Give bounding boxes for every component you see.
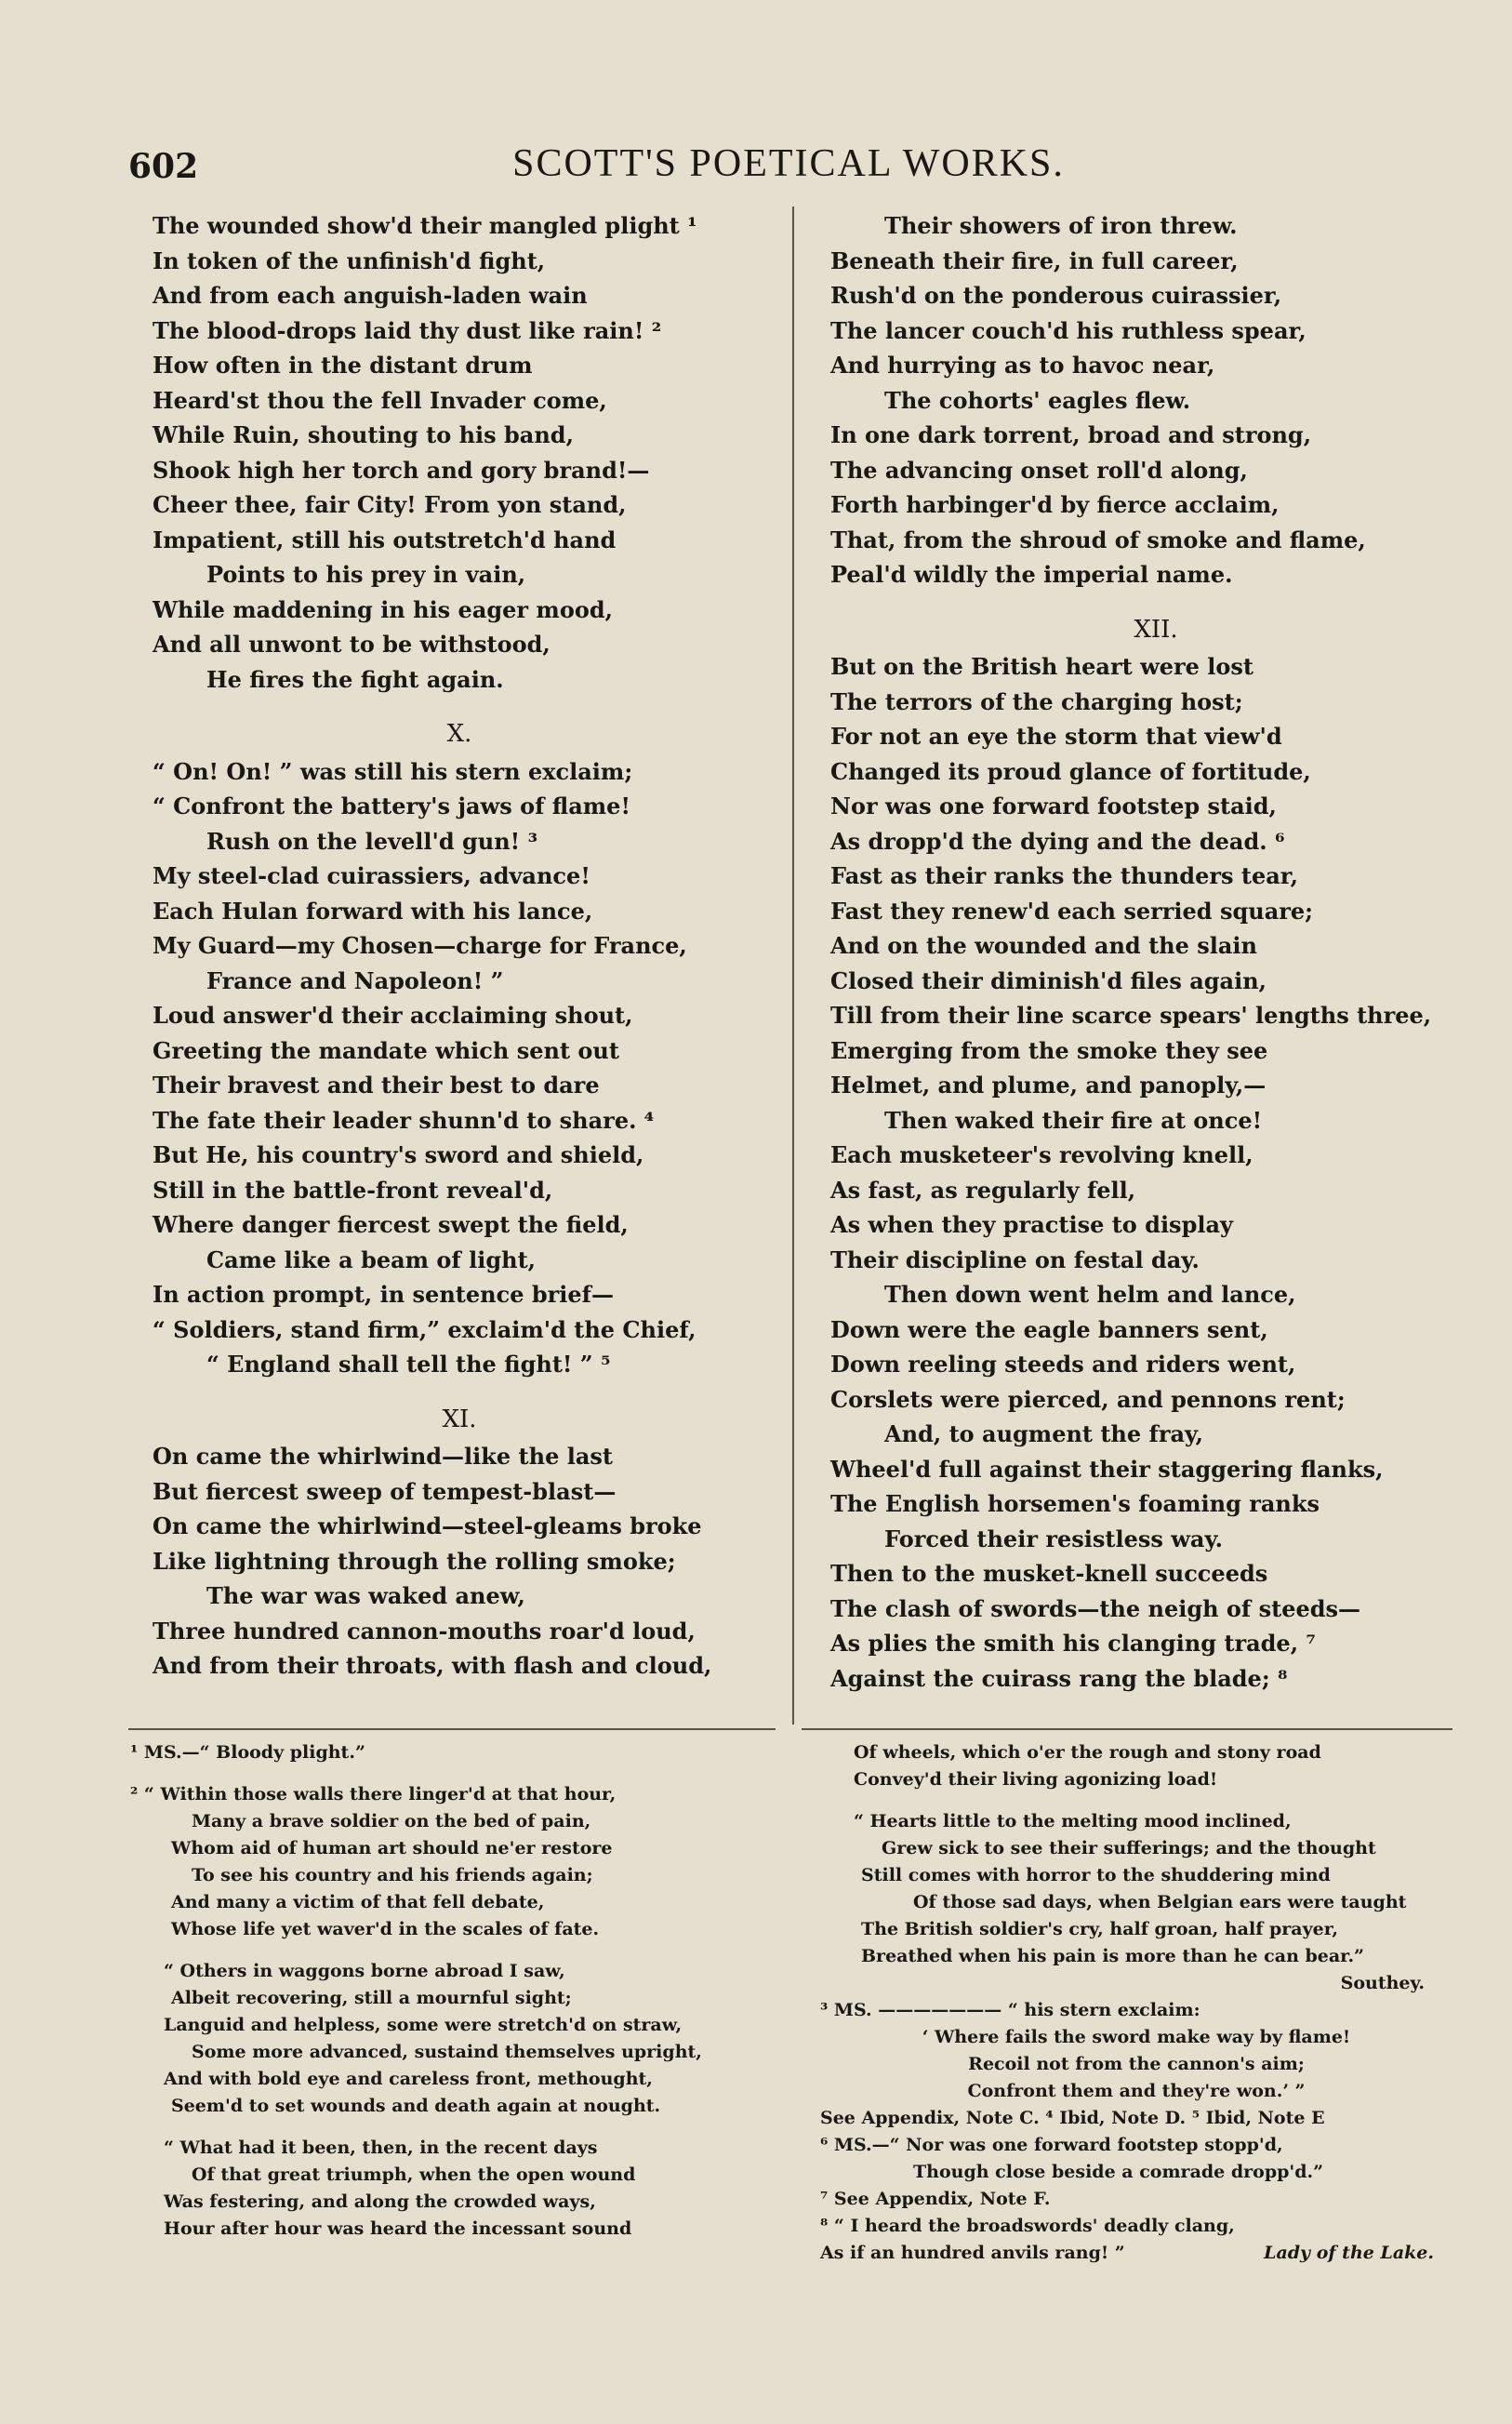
footnote-8: ⁸ “ I heard the broadswords' deadly clang, bbox=[820, 2216, 1235, 2236]
verse-line: My steel-clad cuirassiers, advance! bbox=[153, 862, 590, 889]
footnote-line: Languid and helpless, some were stretch'd on straw, bbox=[164, 2015, 683, 2035]
footnote-line: Whose life yet waver'd in the scales of fate. bbox=[171, 1919, 600, 1939]
verse-line: Their showers of iron threw. bbox=[884, 212, 1238, 239]
footnote-line: Albeit recovering, still a mournful sight; bbox=[171, 1988, 572, 2008]
verse-line: Each Hulan forward with his lance, bbox=[153, 897, 593, 925]
left-column bbox=[153, 208, 766, 1684]
verse-line: As plies the smith his clanging trade, ⁷ bbox=[830, 1630, 1316, 1657]
verse-line: While Ruin, shouting to his band, bbox=[153, 421, 574, 448]
verse-line: The fate their leader shunn'd to share. ⁴ bbox=[153, 1106, 655, 1134]
footnote-line: Grew sick to see their sufferings; and the thought bbox=[882, 1838, 1376, 1858]
verse-line: On came the whirlwind—like the last bbox=[153, 1443, 613, 1470]
footnote-line: “ Others in waggons borne abroad I saw, bbox=[164, 1961, 565, 1981]
verse-line: In token of the unfinish'd fight, bbox=[153, 246, 546, 274]
verse-line: Loud answer'd their acclaiming shout, bbox=[153, 1002, 633, 1029]
footnote-3-4-5: See Appendix, Note C. ⁴ Ibid, Note D. ⁵ Ibid, Note E bbox=[820, 2108, 1325, 2128]
verse-line: “ On! On! ” was still his stern exclaim; bbox=[153, 757, 633, 785]
verse-line: Heard'st thou the fell Invader come, bbox=[153, 386, 607, 414]
verse-line: Forced their resistless way. bbox=[884, 1525, 1223, 1552]
verse-line: Against the cuirass rang the blade; ⁸ bbox=[830, 1664, 1288, 1692]
verse-line: That, from the shroud of smoke and flame, bbox=[830, 526, 1366, 553]
footnotes-right bbox=[820, 1739, 1452, 2267]
verse-line: Wheel'd full against their staggering flanks, bbox=[830, 1455, 1384, 1483]
verse-line: “ England shall tell the fight! ” ⁵ bbox=[206, 1351, 611, 1378]
verse-line: The cohorts' eagles flew. bbox=[884, 386, 1191, 414]
verse-line: Where danger fiercest swept the field, bbox=[153, 1211, 629, 1238]
footnote-line: Whom aid of human art should ne'er restore bbox=[171, 1838, 613, 1858]
verse-line: The advancing onset roll'd along, bbox=[830, 456, 1248, 484]
stanza-heading-xi: XI. bbox=[442, 1405, 477, 1433]
verse-line: Down were the eagle banners sent, bbox=[830, 1315, 1268, 1343]
footnote-line: Hour after hour was heard the incessant sound bbox=[164, 2218, 632, 2239]
verse-line: The clash of swords—the neigh of steeds— bbox=[830, 1594, 1361, 1622]
verse-line: Forth harbinger'd by fierce acclaim, bbox=[830, 491, 1280, 518]
verse-line: Their discipline on festal day. bbox=[830, 1245, 1200, 1273]
footnote-line: Still comes with horror to the shuddering mind bbox=[861, 1865, 1331, 1885]
footnote-line: “ What had it been, then, in the recent days bbox=[164, 2138, 598, 2158]
verse-line: Each musketeer's revolving knell, bbox=[830, 1141, 1253, 1168]
verse-line: My Guard—my Chosen—charge for France, bbox=[153, 932, 687, 959]
verse-line: He fires the fight again. bbox=[206, 665, 504, 693]
verse-line: In one dark torrent, broad and strong, bbox=[830, 421, 1312, 448]
footnote-line: To see his country and his friends again; bbox=[192, 1865, 593, 1885]
verse-line: Then down went helm and lance, bbox=[884, 1281, 1296, 1308]
verse-line: Like lightning through the rolling smoke; bbox=[153, 1547, 676, 1575]
footnote-line: And many a victim of that fell debate, bbox=[171, 1892, 545, 1912]
footnote-8-line: As if an hundred anvils rang! ” bbox=[820, 2243, 1125, 2263]
verse-line: And from their throats, with flash and cloud, bbox=[153, 1652, 712, 1679]
page-header bbox=[128, 141, 1449, 197]
footnote-line: Many a brave soldier on the bed of pain, bbox=[192, 1811, 591, 1831]
footnote-line: Breathed when his pain is more than he can bear.” bbox=[861, 1946, 1364, 1966]
verse-line: France and Napoleon! ” bbox=[206, 966, 504, 994]
verse-line: Impatient, still his outstretch'd hand bbox=[153, 526, 617, 553]
verse-line: Rush'd on the ponderous cuirassier, bbox=[830, 282, 1282, 309]
verse-line: The lancer couch'd his ruthless spear, bbox=[830, 316, 1306, 344]
right-column bbox=[830, 208, 1481, 1696]
verse-line: Greeting the mandate which sent out bbox=[153, 1036, 619, 1064]
verse-line: On came the whirlwind—steel-gleams broke bbox=[153, 1512, 702, 1539]
footnotes-left bbox=[130, 1739, 781, 2243]
verse-line: The wounded show'd their mangled plight ¹ bbox=[153, 212, 697, 239]
column-divider bbox=[792, 206, 794, 1725]
verse-line: Fast as their ranks the thunders tear, bbox=[830, 862, 1299, 889]
footnote-7: ⁷ See Appendix, Note F. bbox=[820, 2189, 1051, 2209]
verse-line: The English horsemen's foaming ranks bbox=[830, 1490, 1320, 1517]
footnote-line: ² “ Within those walls there linger'd at that hour, bbox=[130, 1784, 617, 1805]
verse-line: In action prompt, in sentence brief— bbox=[153, 1281, 614, 1308]
verse-line: Closed their diminish'd files again, bbox=[830, 966, 1267, 994]
footnote-line bbox=[820, 2240, 1452, 2267]
verse-line: How often in the distant drum bbox=[153, 352, 533, 379]
verse-line: Shook high her torch and gory brand!— bbox=[153, 456, 650, 484]
verse-line: The war was waked anew, bbox=[206, 1582, 525, 1609]
verse-line: Nor was one forward footstep staid, bbox=[830, 792, 1277, 819]
verse-line: And all unwont to be withstood, bbox=[153, 631, 550, 658]
verse-line: As dropp'd the dying and the dead. ⁶ bbox=[830, 827, 1285, 855]
verse-line: And, to augment the fray, bbox=[884, 1420, 1204, 1447]
footnote-line: And with bold eye and careless front, methought, bbox=[164, 2069, 653, 2089]
running-title: SCOTT'S POETICAL WORKS. bbox=[512, 142, 1065, 185]
verse-line: Then to the musket-knell succeeds bbox=[830, 1560, 1268, 1587]
footnote-6: ⁶ MS.—“ Nor was one forward footstep stopp'd, bbox=[820, 2135, 1283, 2155]
verse-line: Then waked their fire at once! bbox=[884, 1106, 1263, 1134]
verse-line: Their bravest and their best to dare bbox=[153, 1072, 600, 1099]
verse-line: Beneath their fire, in full career, bbox=[830, 246, 1239, 274]
verse-line: Changed its proud glance of fortitude, bbox=[830, 757, 1311, 785]
verse-line: Three hundred cannon-mouths roar'd loud, bbox=[153, 1617, 696, 1645]
footnote-line: Seem'd to set wounds and death again at nought. bbox=[171, 2096, 661, 2116]
verse-line: Points to his prey in vain, bbox=[206, 561, 526, 588]
verse-line: And hurrying as to havoc near, bbox=[830, 352, 1215, 379]
verse-line: Down reeling steeds and riders went, bbox=[830, 1351, 1296, 1378]
verse-line: Cheer thee, fair City! From yon stand, bbox=[153, 491, 627, 518]
footnote-line: Was festering, and along the crowded ways, bbox=[164, 2191, 596, 2212]
verse-line: Rush on the levell'd gun! ³ bbox=[206, 827, 538, 855]
footnote-line: Of wheels, which o'er the rough and stony road bbox=[854, 1742, 1321, 1763]
footnote-8-source: Lady of the Lake. bbox=[1264, 2243, 1434, 2263]
verse-line: And from each anguish-laden wain bbox=[153, 282, 588, 309]
stanza-heading-xii: XII. bbox=[1134, 615, 1178, 644]
verse-line: And on the wounded and the slain bbox=[830, 932, 1257, 959]
footnote-line: Some more advanced, sustaind themselves upright, bbox=[192, 2042, 702, 2062]
footnote-line: ‘ Where fails the sword make way by flame! bbox=[922, 2027, 1351, 2047]
footnote-line: Recoil not from the cannon's aim; bbox=[968, 2054, 1305, 2074]
page-number: 602 bbox=[128, 147, 199, 186]
verse-line: As when they practise to display bbox=[830, 1211, 1233, 1238]
verse-line: While maddening in his eager mood, bbox=[153, 595, 613, 623]
verse-line: “ Confront the battery's jaws of flame! bbox=[153, 792, 630, 819]
footnote-rule-right bbox=[802, 1728, 1452, 1730]
verse-line: Till from their line scarce spears' lengths three, bbox=[830, 1002, 1432, 1029]
verse-line: Emerging from the smoke they see bbox=[830, 1036, 1268, 1064]
footnote-1: ¹ MS.—“ Bloody plight.” bbox=[130, 1742, 365, 1763]
footnote-rule-left bbox=[128, 1728, 776, 1730]
footnote-3: ³ MS. ——————— “ his stern exclaim: bbox=[820, 2000, 1200, 2020]
footnote-attribution: Southey. bbox=[1340, 1973, 1425, 1993]
verse-line: Came like a beam of light, bbox=[206, 1245, 537, 1273]
verse-line: But on the British heart were lost bbox=[830, 653, 1253, 680]
verse-line: The terrors of the charging host; bbox=[830, 687, 1243, 715]
verse-line: Helmet, and plume, and panoply,— bbox=[830, 1072, 1267, 1099]
verse-line: Corslets were pierced, and pennons rent; bbox=[830, 1385, 1346, 1413]
verse-line: But fiercest sweep of tempest-blast— bbox=[153, 1477, 617, 1505]
verse-line: Peal'd wildly the imperial name. bbox=[830, 561, 1233, 588]
verse-line: Fast they renew'd each serried square; bbox=[830, 897, 1314, 925]
verse-line: For not an eye the storm that view'd bbox=[830, 723, 1282, 750]
stanza-heading-x: X. bbox=[446, 720, 472, 748]
footnote-line: The British soldier's cry, half groan, half prayer, bbox=[861, 1919, 1338, 1939]
footnote-line: Of those sad days, when Belgian ears were taught bbox=[913, 1892, 1407, 1912]
verse-line: Still in the battle-front reveal'd, bbox=[153, 1176, 553, 1204]
footnote-line: Though close beside a comrade dropp'd.” bbox=[913, 2162, 1324, 2182]
footnote-line: Convey'd their living agonizing load! bbox=[854, 1769, 1218, 1790]
footnote-line: “ Hearts little to the melting mood inclined, bbox=[854, 1811, 1292, 1831]
verse-line: But He, his country's sword and shield, bbox=[153, 1141, 644, 1168]
footnote-line: Confront them and they're won.’ ” bbox=[967, 2081, 1306, 2101]
footnote-line: Of that great triumph, when the open wound bbox=[192, 2164, 636, 2185]
verse-line: As fast, as regularly fell, bbox=[830, 1176, 1136, 1204]
verse-line: “ Soldiers, stand firm,” exclaim'd the Chief, bbox=[153, 1315, 696, 1343]
verse-line: The blood-drops laid thy dust like rain! ² bbox=[153, 316, 662, 344]
